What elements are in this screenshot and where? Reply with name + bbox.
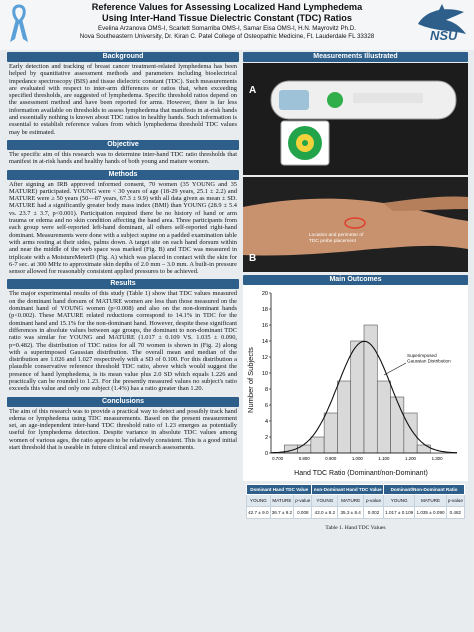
histogram-bar (298, 445, 311, 453)
conclusions-section (7, 397, 239, 454)
hand-illustration (243, 177, 468, 272)
histogram-bar (377, 381, 390, 453)
histogram-svg (243, 285, 468, 481)
poster-title (40, 2, 414, 24)
table-cell: 42.0 ± 8.2 (312, 507, 338, 519)
histogram-bar (391, 397, 404, 453)
background-section (7, 52, 239, 138)
y-tick-label: 8 (264, 387, 268, 393)
table-cell: 0.002 (364, 507, 384, 519)
table-cell: 42.7 ± 9.0 (247, 507, 271, 519)
y-axis-label: Number of Subjects (246, 347, 255, 413)
x-tick-label: 1.100 (378, 456, 390, 461)
x-tick-label: 0.900 (325, 456, 337, 461)
x-tick-label: 1.300 (431, 456, 443, 461)
histogram-bar (351, 341, 364, 453)
x-axis-label: Hand TDC Ratio (Dominant/non-Dominant) (294, 470, 428, 477)
table-sub-header: p-value (446, 495, 464, 507)
y-tick-label: 6 (264, 403, 268, 409)
y-tick-label: 2 (264, 435, 268, 441)
hand-photo (243, 177, 468, 272)
left-column (7, 52, 239, 453)
y-tick-label: 4 (264, 419, 268, 425)
histogram-bar (311, 437, 324, 453)
main-outcomes-heading: Main Outcomes (243, 275, 468, 285)
table-group-header: Dominant/Non-Dominant Ratio (383, 485, 464, 495)
x-tick-label: 0.800 (298, 456, 310, 461)
nsu-shark-logo (416, 4, 468, 44)
objective-heading: Objective (7, 140, 239, 150)
table-cell: 35.3 ± 8.4 (338, 507, 364, 519)
table-group-header: non-Dominant Hand TDC Value (312, 485, 384, 495)
methods-section (7, 170, 239, 278)
right-column (243, 52, 468, 531)
awareness-ribbon-icon (8, 4, 30, 44)
probe-location-annotation: Location and perimeter of TDC probe placement (309, 233, 364, 244)
logo-text: NSU (430, 28, 458, 43)
results-section (7, 279, 239, 394)
annotation-line: Superimposed (407, 353, 437, 358)
background-text: Early detection and tracking of breast cancer treatment-related lymphedema has been helped by quantitative assessment methods and parameters including bioelectrical impedance spectroscopy (BIS) and tissue dielectric constant (TDC). Such measurements are evaluated with respect to inter-arm differences or ratios that, when exceeding specified thresholds, are suggested of lymphedema. Specific threshold ratios depend on the assessment method and have been reported for arms. However, there is far less information available on thresholds to assess lymphedema that manifests in at-risk hands and essentially nothing is known about TDC ratios in healthy hands. Such information is essential to establish reference values from which lymphedema threshold TDC values may be estimated. (9, 63, 237, 136)
y-tick-label: 12 (261, 355, 268, 361)
table-group-header: Dominant Hand TDC Value (247, 485, 312, 495)
table-cell: 36.7 ± 9.2 (270, 507, 294, 519)
poster-header (0, 0, 474, 50)
table-cell: 1.035 ± 0.090 (415, 507, 446, 519)
y-tick-label: 18 (261, 307, 268, 313)
y-tick-label: 16 (261, 323, 268, 329)
x-tick-label: 1.000 (351, 456, 363, 461)
authors-block (40, 25, 414, 41)
objective-text: The specific aim of this research was to determine inter-hand TDC ratio thresholds that manifest in at-risk hands and healthy hands of both young and mature women. (9, 150, 237, 166)
title-line-1: Reference Values for Assessing Localized Hand Lymphedema (91, 2, 363, 12)
device-photo (243, 63, 468, 175)
table-sub-header: p-value (364, 495, 384, 507)
y-tick-label: 10 (261, 371, 268, 377)
x-tick-label: 1.200 (405, 456, 416, 461)
table-caption: Table 1. Hand TDC Values (325, 525, 386, 531)
tdc-ratio-histogram (243, 285, 468, 481)
x-tick-label: 0.700 (272, 456, 284, 461)
objective-section (7, 140, 239, 168)
table-cell: 0.008 (294, 507, 312, 519)
annotation-line: Gaussian Distribution (407, 358, 451, 364)
title-line-2: Using Inter-Hand Tissue Dielectric Constant (TDC) Ratios (102, 13, 352, 23)
methods-text: After signing an IRB approved informed consent, 70 women (35 YOUNG and 35 MATURE) participated. YOUNG were < 30 years of age (18-29 years, 25.1 ± 2.2) and MATURE were ≥ 50 years (50—87 years, 67.3 ± 9.9) with all data given as mean ± SD. MATURE had a significantly greater body mass index (BMI) than YOUNG (28.9 ± 5.4 vs. 23.7 ± 3.7, p<0.001). Participation required there be no history of hand or arm trauma or edema and no skin condition affecting the hand area. Three participants from each group were self-reported left-hand dominant, all others self-reported right-hand dominant. Measurements were done with a subject supine on a padded examination table with arms resting at their sides, palms down. A target site on each hand dorsum within and near the middle of the web space was marked (Fig. B) and TDC was measured in triplicate with a MoistureMeterD (Fig. A) which was placed in contact with the skin for 6-7 sec. at 300 MHz to approximate skin depths of 2.0 mm – 3.0 mm. A built-in pressure sensor allowed for reasonably consistent applied pressures to be achieved. (9, 180, 237, 276)
authors-line-2: Nova Southeastern University, Dr. Kiran C. Patel College of Osteopathic Medicine, Ft. Lauderdale FL 33328 (79, 33, 375, 40)
y-tick-label: 20 (261, 291, 268, 297)
table-sub-header: YOUNG (247, 495, 271, 507)
y-tick-label: 14 (261, 339, 268, 345)
measurements-heading: Measurements Illustrated (243, 52, 468, 62)
table-cell: 0.482 (446, 507, 464, 519)
table-sub-header: YOUNG (312, 495, 338, 507)
figure-label-b: B (249, 253, 257, 264)
results-text: The major experimental results of this study (Table 1) show that TDC values measured on the dominant hand dorsum of MATURE women are less than those measured on the dominant hand of YOUNG women (p<0.008) and also on the non-dominant hands (p<0.002). These MATURE related reductions correspond to 14.1% in TDC for the dominant hand and 15.1% for the non-dominant hand. However, despite these significant differences in absolute values between age groups, the dominant to non-dominant TDC ratio was similar for YOUNG and MATURE (1.017 ± 0.109 VS. 1.035 ± 0.090, p=0.482). The distribution of TDC ratios for all 70 women is shown in (Fig. 2) along with a superimposed Gaussian distribution. The overall mean and median of the distribution are 1.026 and 1.027 respectively with a SD of 0.100. For this distribution a plausible conservative reference threshold TDC ratio, above which would suggest the presence of hand lymphedema, is its mean value plus 2.0 SD which equals 1.226 and practically can be rounded to 1.23. For the presently measured values no subject's ratio exceeds this value and only one subject (1.4%) has a ratio greater than 1.20. (9, 290, 237, 393)
conclusions-heading: Conclusions (7, 397, 239, 407)
hand-tdc-table (246, 484, 465, 519)
table-cell: 1.017 ± 0.109 (383, 507, 414, 519)
results-heading: Results (7, 279, 239, 289)
background-heading: Background (7, 52, 239, 62)
authors-line-1: Evelina Arzanova OMS-I, Scarlett Somarriba OMS-I, Samar Eisa OMS-I, H.N. Mayrovitz Ph.D. (98, 25, 356, 32)
table-sub-header: p-value (294, 495, 312, 507)
table-sub-header: MATURE (338, 495, 364, 507)
table-sub-header: MATURE (415, 495, 446, 507)
methods-heading: Methods (7, 170, 239, 180)
table-sub-header: YOUNG (383, 495, 414, 507)
histogram-bar (324, 413, 337, 453)
figure-label-a: A (249, 85, 257, 96)
moisture-meter-illustration (243, 63, 468, 175)
y-tick-label: 0 (264, 451, 268, 457)
histogram-bar (337, 381, 350, 453)
table-sub-header: MATURE (270, 495, 294, 507)
annotation-pointer (384, 363, 406, 375)
conclusions-text: The aim of this research was to provide a practical way to detect and possibly track hand edema or lymphedema using TDC measurements. Based on the present measurement set, an age-independent inter-hand TDC threshold ratio of 1.23 emerges as potentially useful for lymphedema detection. Despite variance in absolute TDC values among women of various ages, the ratio appears to be relatively consistent. This is a good initial start threshold that is useable in future clinical and research assessments. (9, 407, 237, 452)
gaussian-annotation (407, 353, 451, 364)
histogram-bar (417, 445, 430, 453)
